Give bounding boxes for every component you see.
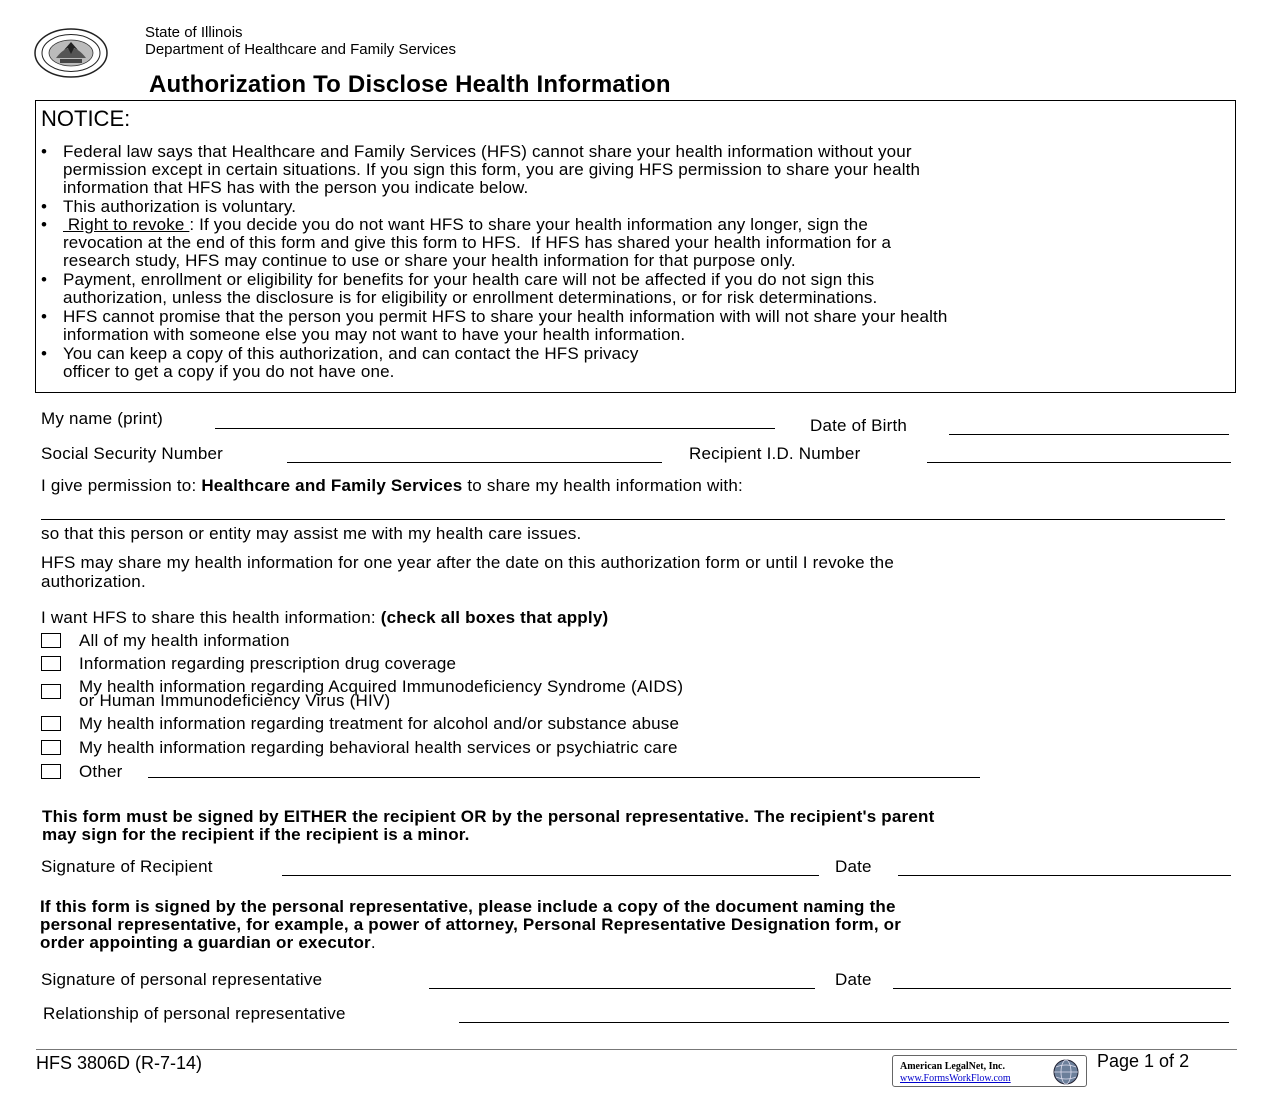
notice-text: HFS cannot promise that the person you permit HFS to share your health information with will not share your health information with someone else you may not want to have your health information. (63, 307, 948, 345)
checkbox-behavioral-health[interactable] (41, 740, 61, 755)
page-number: Page 1 of 2 (1097, 1051, 1190, 1071)
option-label: All of my health information (79, 631, 290, 650)
bullet-icon: • (41, 215, 48, 234)
ssn-label: Social Security Number (41, 444, 224, 463)
bullet-icon: • (41, 142, 48, 161)
right-to-revoke-link[interactable]: Right to revoke (63, 215, 190, 234)
checkbox-all-health-info[interactable] (41, 633, 61, 648)
notice-text: Right to revoke : If you decide you do not want HFS to share your health information any longer, sign the revocation at the end of this form and give this form to HFS. If HFS has shared your health information for a research study, HFS may continue to use or share your health information for that purpose only. (63, 215, 892, 271)
assist-text: so that this person or entity may assist me with my health care issues. (41, 524, 582, 543)
recipient-id-label: Recipient I.D. Number (689, 444, 861, 463)
notice-text: This authorization is voluntary. (63, 197, 297, 216)
bullet-icon: • (41, 197, 48, 216)
bullet-icon: • (41, 344, 48, 363)
rep-note-line1: If this form is signed by the personal representative, please include a copy of the document naming the (40, 897, 896, 916)
state-name: State of Illinois (145, 24, 243, 41)
form-id: HFS 3806D (R-7-14) (36, 1053, 203, 1073)
bullet-icon: • (41, 270, 48, 289)
checkbox-prescription-drug[interactable] (41, 656, 61, 671)
signing-rule-line1: This form must be signed by EITHER the recipient OR by the personal representative. The recipient's parent (42, 807, 935, 826)
checkbox-aids-hiv[interactable] (41, 684, 61, 699)
notice-text: Payment, enrollment or eligibility for benefits for your health care will not be affected if you do not sign this authorization, unless the disclosure is for eligibility or enrollment determinations, or for risk determinations. (63, 270, 878, 308)
name-input[interactable] (215, 428, 775, 429)
option-label: My health information regarding behavioral health services or psychiatric care (79, 738, 678, 757)
page-title: Authorization To Disclose Health Information (149, 71, 671, 98)
notice-text: You can keep a copy of this authorization, and can contact the HFS privacy officer to get a copy if you do not have one. (63, 344, 639, 382)
signature-rep-input[interactable] (429, 988, 815, 989)
recipient-id-input[interactable] (927, 462, 1231, 463)
option-label: My health information regarding treatment for alcohol and/or substance abuse (79, 714, 680, 733)
signature-recipient-input[interactable] (282, 875, 819, 876)
dob-input[interactable] (949, 434, 1229, 435)
share-instruction: I want HFS to share this health information: (check all boxes that apply) (41, 608, 609, 627)
option-label: Other (79, 762, 123, 781)
badge-name: American LegalNet, Inc. (900, 1061, 1005, 1072)
relationship-input[interactable] (459, 1022, 1229, 1023)
globe-icon (1053, 1059, 1079, 1085)
share-with-input[interactable] (41, 519, 1225, 520)
duration-text-line1: HFS may share my health information for one year after the date on this authorization form or until I revoke the (41, 553, 894, 572)
relationship-label: Relationship of personal representative (43, 1004, 346, 1023)
bullet-icon: • (41, 307, 48, 326)
state-seal-icon (34, 28, 108, 78)
footer-divider (36, 1049, 1237, 1050)
date-recipient-label: Date (835, 857, 872, 876)
notice-title: NOTICE: (41, 106, 131, 131)
option-label-continued: or Human Immunodeficiency Virus (HIV) (79, 691, 391, 710)
option-label: My health information regarding Acquired Immunodeficiency Syndrome (AIDS) (79, 677, 684, 696)
notice-text: Federal law says that Healthcare and Family Services (HFS) cannot share your health information without your permission except in certain situations. If you sign this form, you are giving HFS permission to share your health information that HFS has with the person you indicate below. (63, 142, 921, 198)
dob-label: Date of Birth (810, 416, 908, 435)
rep-note-line3: order appointing a guardian or executor. (40, 933, 376, 952)
signature-rep-label: Signature of personal representative (41, 970, 323, 989)
date-recipient-input[interactable] (898, 875, 1231, 876)
checkbox-other[interactable] (41, 764, 61, 779)
other-input[interactable] (148, 777, 980, 778)
badge-url[interactable]: www.FormsWorkFlow.com (900, 1073, 1011, 1084)
checkbox-substance-abuse[interactable] (41, 716, 61, 731)
name-label: My name (print) (41, 409, 164, 428)
department-name: Department of Healthcare and Family Services (145, 41, 456, 58)
rep-note-line2: personal representative, for example, a power of attorney, Personal Representative Designation form, or (40, 915, 902, 934)
permission-text: I give permission to: Healthcare and Family Services to share my health information with: (41, 476, 743, 495)
legalnet-badge[interactable] (892, 1055, 1087, 1087)
duration-text-line2: authorization. (41, 572, 146, 591)
signature-recipient-label: Signature of Recipient (41, 857, 213, 876)
date-rep-label: Date (835, 970, 872, 989)
ssn-input[interactable] (287, 462, 662, 463)
option-label: Information regarding prescription drug coverage (79, 654, 457, 673)
signing-rule-line2: may sign for the recipient if the recipient is a minor. (42, 825, 470, 844)
date-rep-input[interactable] (893, 988, 1231, 989)
